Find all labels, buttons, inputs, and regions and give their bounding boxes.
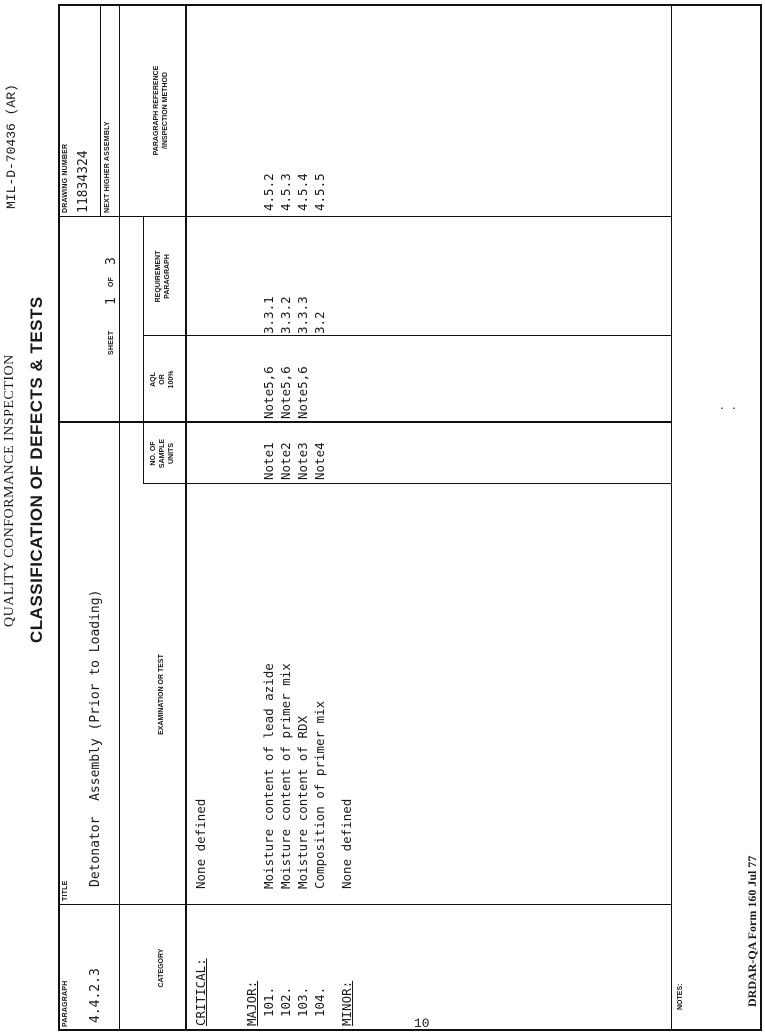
sample-header-top-rule: [143, 423, 144, 484]
category-column-header: CATEGORY: [158, 948, 165, 988]
drawing-number-value: 11834324: [76, 150, 91, 213]
inspection-heading: QUALITY CONFORMANCE INSPECTION: [2, 354, 17, 627]
major-row-reference: 4.5.3: [278, 173, 293, 211]
sample-header-line-2: SAMPLE: [159, 438, 166, 469]
requirement-column-header: [154, 217, 172, 336]
major-row-number: 102.: [278, 986, 293, 1017]
major-row-sample: Note1: [261, 442, 276, 480]
paragraph-ref-header-line-2: /INSPECTION METHOD: [162, 72, 169, 150]
drawing-split-rule: [100, 4, 101, 217]
document-number: MIL-D-70436 (AR): [4, 84, 19, 209]
column-header-bottom-rule: [185, 4, 187, 1031]
aql-header-line-3: 100%: [168, 370, 175, 389]
notes-label: NOTES:: [677, 983, 684, 1010]
title-value: Detonator Assembly (Prior to Loading): [88, 589, 103, 887]
major-row-requirement: 3.3.2: [278, 296, 293, 334]
requirement-header-line-1: REQUIREMENT: [155, 250, 162, 303]
scan-speck: . .: [719, 401, 738, 412]
sheet-drawing-divider: [58, 216, 671, 217]
major-row-reference: 4.5.4: [295, 173, 310, 211]
major-row-aql: Note5,6: [261, 366, 276, 419]
sample-header-line-3: UNITS: [168, 443, 175, 464]
major-row-requirement: 3.2: [312, 311, 327, 334]
sheet-of-label: OF: [108, 276, 115, 287]
major-row-requirement: 3.3.3: [295, 296, 310, 334]
next-higher-assembly-label: NEXT HIGHER ASSEMBLY: [104, 121, 111, 213]
major-row-sample: Note4: [312, 442, 327, 480]
sheet-number: 1: [104, 297, 119, 305]
aql-header-line-2: OR: [159, 374, 166, 385]
sample-aql-divider: [185, 421, 671, 423]
major-row-number: 103.: [295, 986, 310, 1017]
critical-text: None defined: [193, 798, 208, 889]
paragraph-value: 4.4.2.3: [88, 968, 103, 1023]
major-row-sample: Note2: [278, 442, 293, 480]
major-row-exam: Composition of primer mix: [312, 700, 327, 889]
paragraph-ref-header-line-1: PARAGRAPH REFERENCE: [153, 65, 160, 156]
requirement-header-line-2: PARAGRAPH: [164, 254, 171, 299]
sample-header-line-1: NO. OF: [150, 441, 157, 466]
major-category: MAJOR:: [244, 980, 259, 1026]
paragraph-label: PARAGRAPH: [62, 980, 69, 1027]
drawing-number-label: DRAWING NUMBER: [62, 143, 69, 213]
major-row-number: 104.: [312, 986, 327, 1017]
notes-top-rule: [671, 4, 672, 1031]
critical-category: CRITICAL:: [193, 958, 208, 1026]
paragraph-reference-column-header: [152, 4, 170, 217]
sample-units-column-header: [149, 423, 176, 484]
major-row-sample: Note3: [295, 442, 310, 480]
minor-text: None defined: [339, 798, 354, 889]
form-title: CLASSIFICATION OF DEFECTS & TESTS: [27, 296, 46, 643]
header-bottom-rule: [119, 4, 120, 1031]
major-row-exam: Moisture content of RDX: [295, 715, 310, 889]
major-row-aql: Note5,6: [295, 366, 310, 419]
aql-column-header: [149, 336, 176, 423]
major-row-aql: Note5,6: [278, 366, 293, 419]
form-identifier: DRDAR-QA Form 160 Jul 77: [745, 855, 759, 1007]
major-row-requirement: 3.3.1: [261, 296, 276, 334]
minor-category: MINOR:: [339, 980, 354, 1026]
page-number: 10: [414, 1016, 430, 1031]
exam-sample-divider: [143, 483, 671, 484]
sheet-label: SHEET: [108, 330, 115, 355]
sheet-total: 3: [104, 257, 119, 265]
exam-column-header: EXAMINATION OR TEST: [158, 654, 165, 735]
aql-requirement-divider: [143, 335, 671, 336]
category-divider: [58, 904, 671, 905]
aql-header-line-1: AQL: [150, 372, 157, 387]
major-row-reference: 4.5.2: [261, 173, 276, 211]
title-label: TITLE: [62, 880, 69, 901]
major-row-reference: 4.5.5: [312, 173, 327, 211]
aql-header-top-rule: [143, 217, 144, 423]
major-row-exam: Moisture content of primer mix: [278, 663, 293, 889]
major-row-exam: Moisture content of lead azide: [261, 663, 276, 889]
major-row-number: 101.: [261, 986, 276, 1017]
